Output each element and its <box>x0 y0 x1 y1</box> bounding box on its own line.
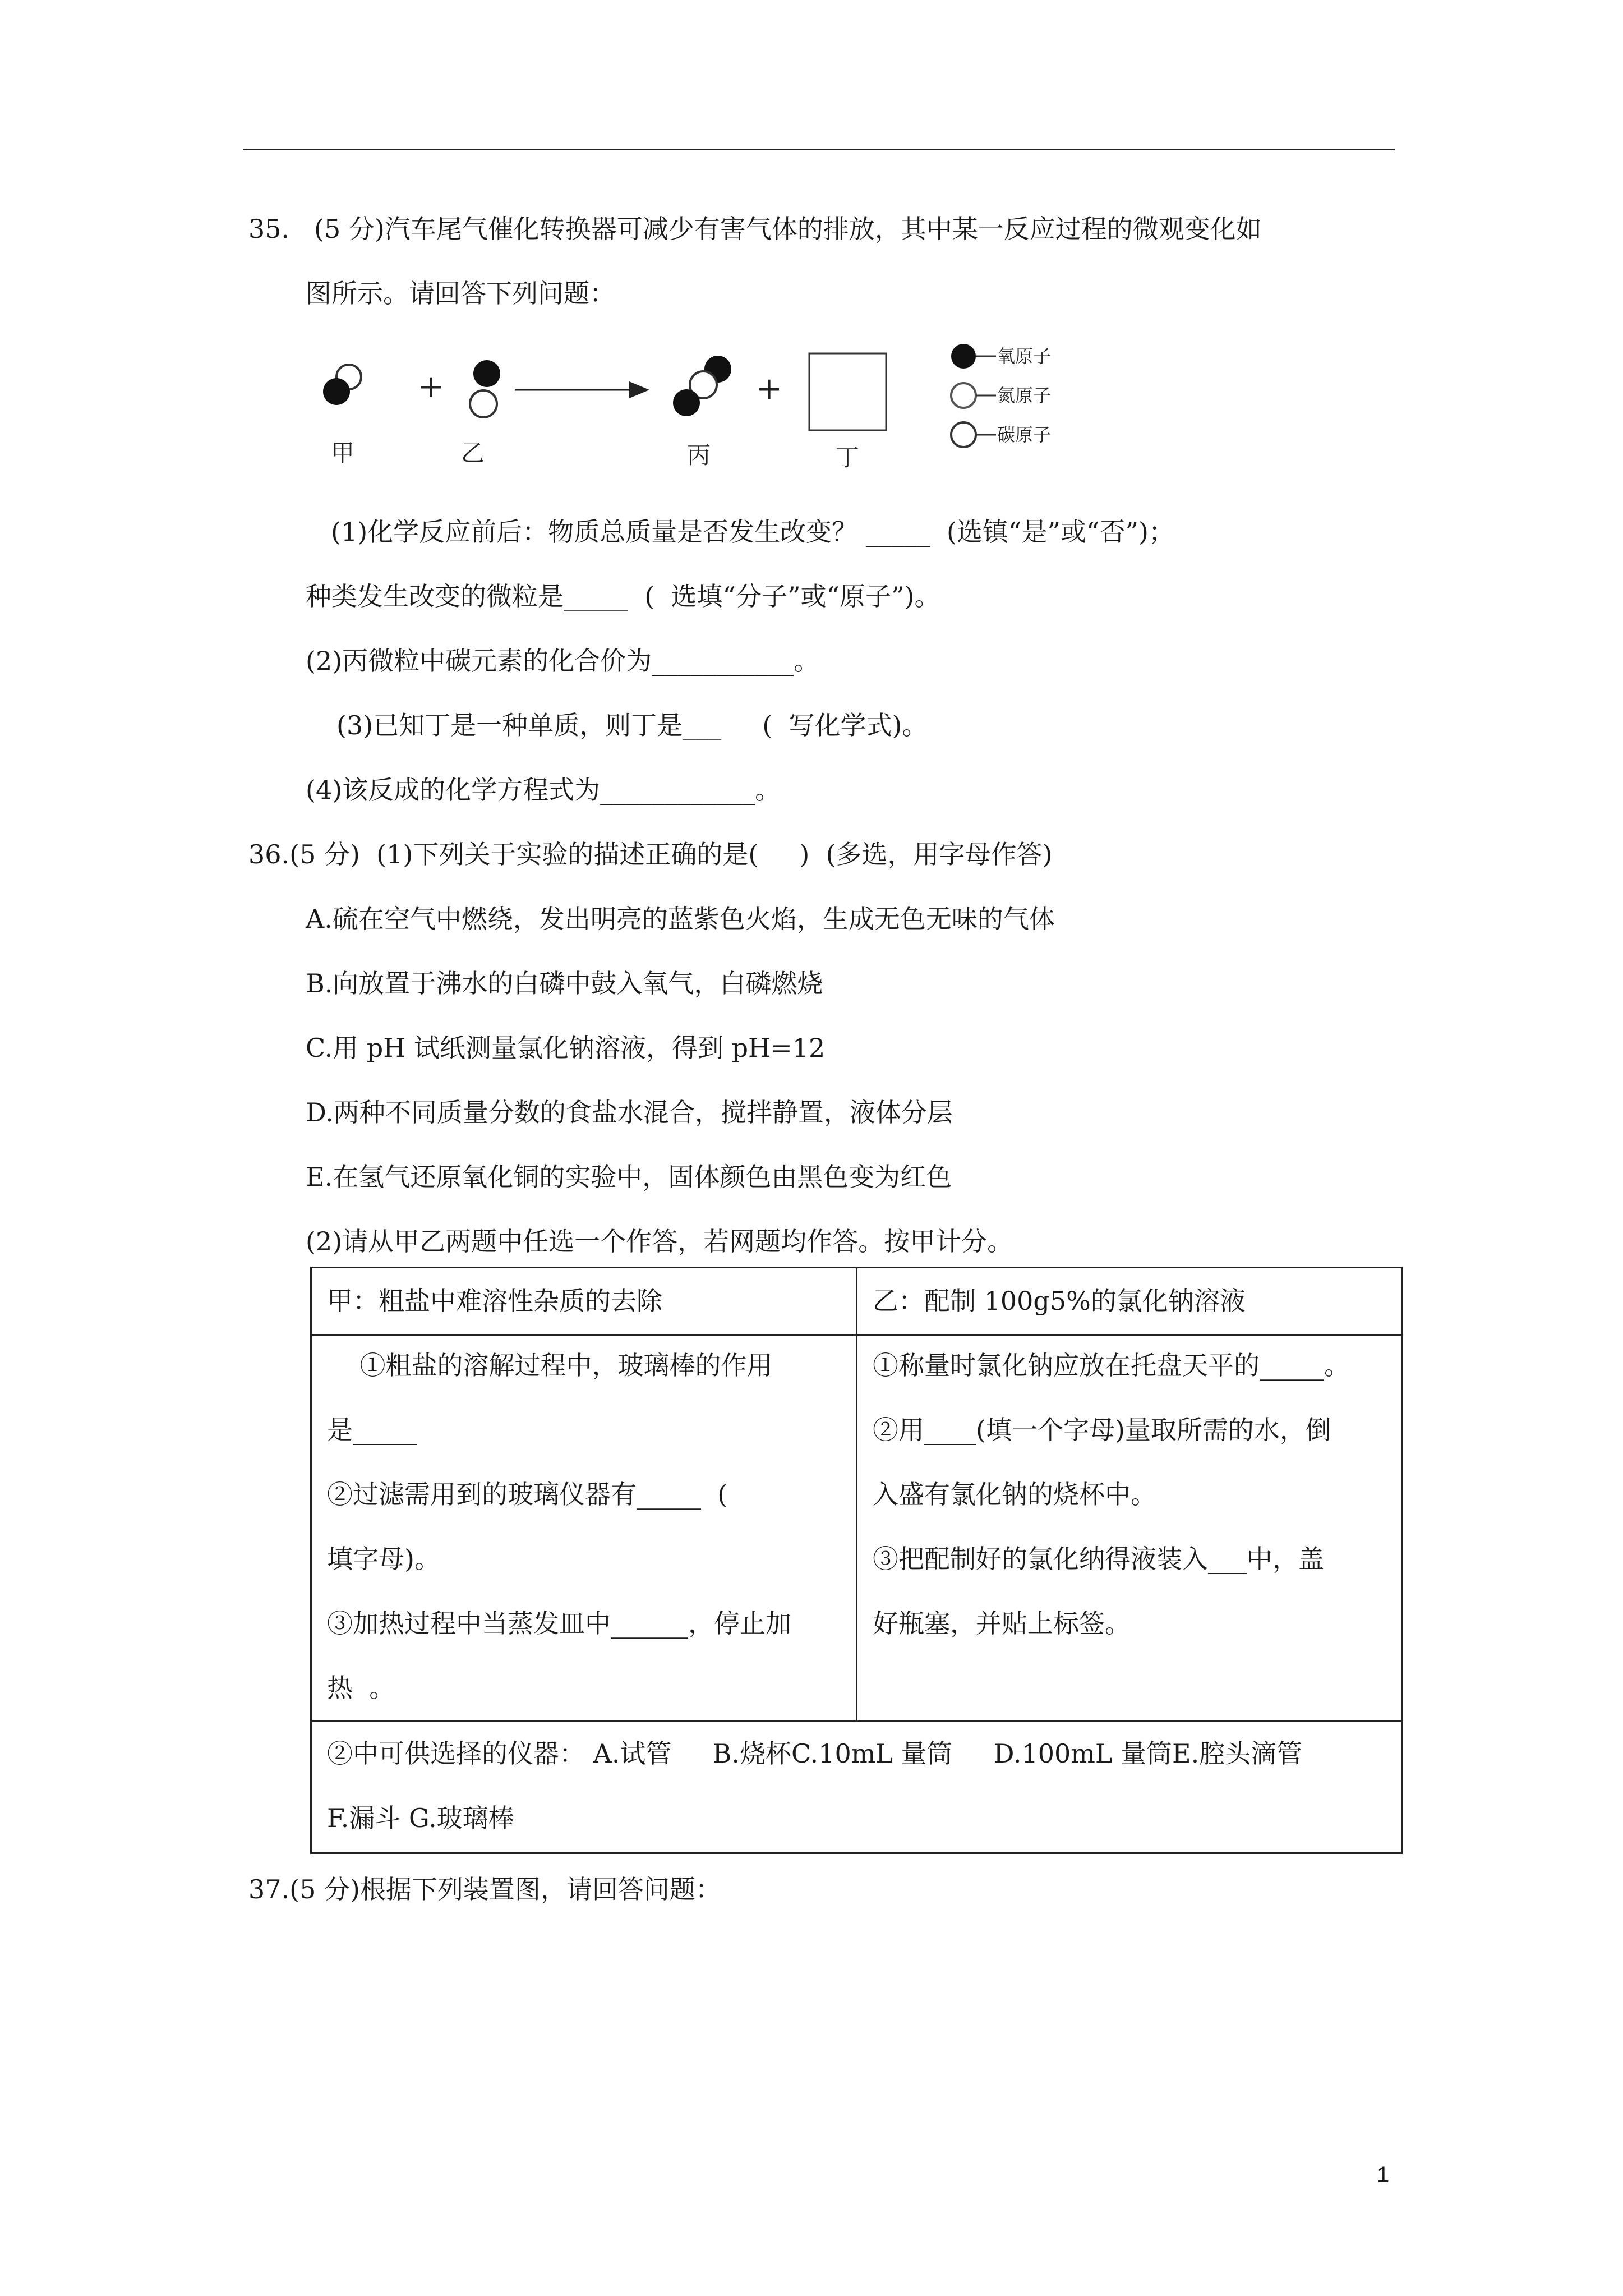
table-head-right: 乙：配制 100g5%的氯化钠溶液 <box>873 1286 1246 1316</box>
molecule-jia <box>323 365 361 405</box>
q36-option-e: E.在氢气还原氧化铜的实验中，固体颜色由黑色变为红色 <box>306 1162 952 1192</box>
legend-oxygen: 氧原子 <box>997 346 1052 367</box>
q35-sub4: (4)该反成的化学方程式为____________。 <box>306 775 781 805</box>
q35-sub3: (3)已知丁是一种单质，则丁是___ ( 写化学式)。 <box>336 710 928 740</box>
q37-stem: 37.(5 分)根据下列装置图，请回答问题： <box>248 1874 721 1904</box>
molecule-yi <box>470 360 500 417</box>
table-left-line: ②过滤需用到的玻璃仪器有_____ ( <box>327 1479 728 1510</box>
table-right-line: ①称量时氯化钠应放在托盘天平的_____。 <box>873 1350 1350 1381</box>
label-ding: 丁 <box>836 444 860 471</box>
label-bing: 丙 <box>687 441 711 469</box>
q35-sub2: (2)丙微粒中碳元素的化合价为___________。 <box>306 646 820 676</box>
q36-stem: 36.(5 分) (1)下列关于实验的描述正确的是( ) (多选，用字母作答) <box>248 839 1053 869</box>
legend <box>951 344 1051 447</box>
plus-sign-1: + <box>418 369 444 405</box>
choice-table <box>310 1267 1403 1854</box>
table-foot-line2: F.漏斗 G.玻璃棒 <box>327 1803 514 1833</box>
q36-option-d: D.两种不同质量分数的食盐水混合，搅拌静置，液体分层 <box>306 1097 953 1128</box>
table-left-line: 填字母)。 <box>327 1544 440 1574</box>
table-divider-foot <box>312 1720 1401 1722</box>
q35-sub1-line2: 种类发生改变的微粒是_____ ( 选填“分子”或“原子”)。 <box>306 581 940 611</box>
table-left-line: ①粗盐的溶解过程中，玻璃棒的作用 <box>327 1350 773 1381</box>
table-left-line: ③加热过程中当蒸发皿中______，停止加 <box>327 1608 791 1639</box>
table-right-line: 入盛有氯化钠的烧杯中。 <box>873 1479 1156 1510</box>
q36-sub2: (2)请从甲乙两题中任选一个作答，若网题均作答。按甲计分。 <box>306 1226 1013 1257</box>
header-rule <box>243 149 1395 150</box>
q36-option-c: C.用 pH 试纸测量氯化钠溶液，得到 pH=12 <box>306 1033 826 1063</box>
table-left-line: 热 。 <box>327 1673 395 1703</box>
q35-sub1-line1: (1)化学反应前后：物质总质量是否发生改变？ _____ (选镇“是”或“否”)； <box>331 517 1174 547</box>
q35-stem-line2: 图所示。请回答下列问题： <box>306 278 615 309</box>
q36-option-a: A.硫在空气中燃绕，发出明亮的蓝紫色火焰，生成无色无味的气体 <box>306 904 1055 934</box>
label-yi: 乙 <box>461 439 485 467</box>
plus-sign-2: + <box>756 371 782 407</box>
table-right-line: ③把配制好的氯化纳得液装入___中，盖 <box>873 1544 1324 1574</box>
legend-nitrogen: 氮原子 <box>997 385 1052 406</box>
table-right-line: 好瓶塞，并贴上标签。 <box>873 1608 1131 1639</box>
legend-carbon: 碳原子 <box>997 424 1052 445</box>
molecule-bing <box>673 356 731 416</box>
q35-stem-line1: 35. (5 分)汽车尾气催化转换器可减少有害气体的排放，其中某一反应过程的微观变化如 <box>248 214 1262 244</box>
table-left-line: 是_____ <box>327 1415 417 1445</box>
table-right-line: ②用____(填一个字母)量取所需的水，倒 <box>873 1415 1331 1445</box>
reaction-diagram-svg <box>303 337 1144 482</box>
table-foot-line1: ②中可供选择的仪器： A.试管 B.烧杯C.10mL 量筒 D.100mL 量筒E.腔头滴管 <box>327 1738 1303 1769</box>
product-box-ding <box>809 353 886 430</box>
reaction-diagram <box>303 337 1144 482</box>
table-head-left: 甲：粗盐中难溶性杂质的去除 <box>327 1286 662 1316</box>
q36-option-b: B.向放置于沸水的白磷中鼓入氧气，白磷燃烧 <box>306 968 823 999</box>
table-divider-head <box>312 1334 1401 1336</box>
page-number: 1 <box>1377 2162 1390 2187</box>
table-divider-vertical <box>856 1268 857 1722</box>
label-jia: 甲 <box>331 439 355 467</box>
